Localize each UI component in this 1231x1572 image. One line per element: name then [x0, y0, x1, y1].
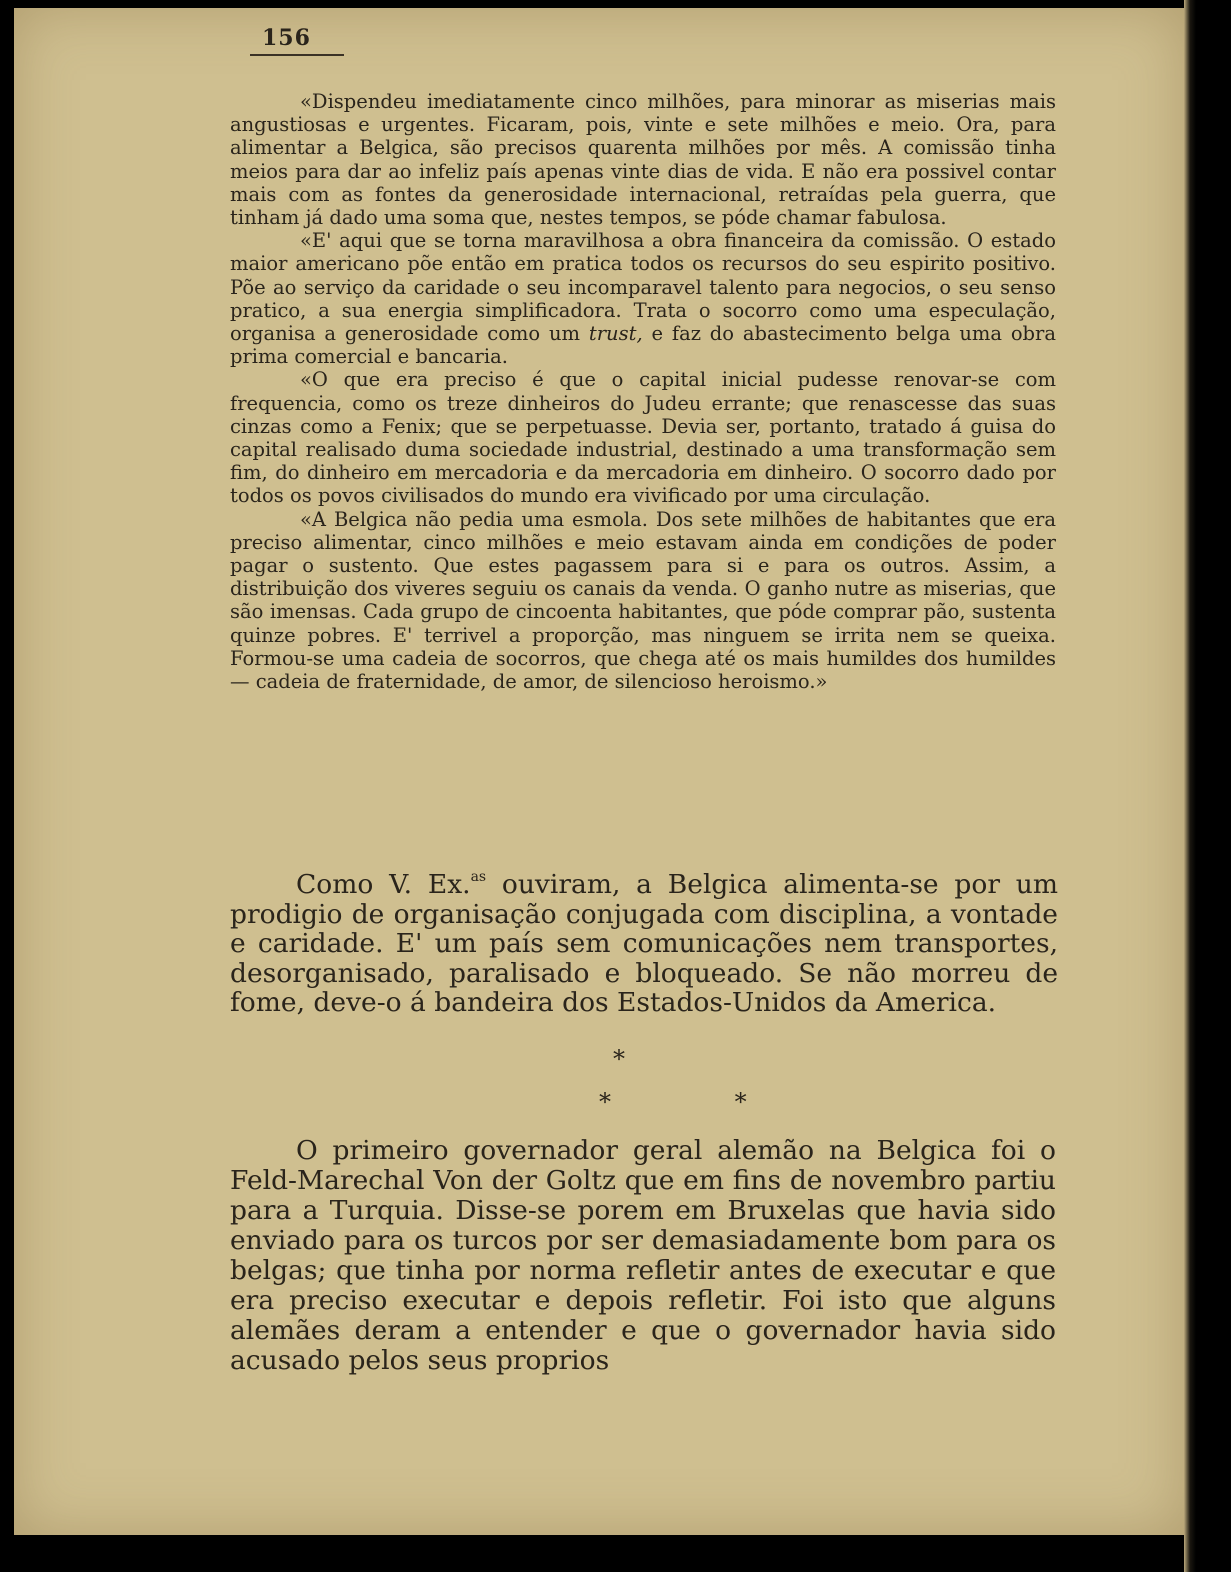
quoted-passage — [230, 90, 1056, 693]
body-paragraph-1-text — [230, 870, 1058, 1018]
quote-italic-term: trust, — [588, 322, 643, 346]
book-page — [14, 8, 1184, 1535]
quote-paragraph-1: «Dispendeu imediatamente cinco milhões, para minorar as miserias mais angustiosas e urgentes. Ficaram, pois, vinte e sete milhões e meio. Ora, para alimentar a Belgica, são precisos quarenta milhões por mês. A comissão tinha meios para dar ao infeliz país apenas vinte dias de vida. E não era possivel contar mais com as fontes da generosidade internacional, retraídas pela guerra, que tinham já dado uma soma que, nestes tempos, se póde chamar fabulosa. — [230, 90, 1056, 230]
asterism-top: * — [613, 1045, 625, 1073]
body-p1-superscript: as — [470, 869, 487, 885]
quote-paragraph-2-tail: e faz do abastecimento belga uma obra prima comercial e bancaria. — [230, 322, 1056, 369]
body-paragraph-2-text: O primeiro governador geral alemão na Belgica foi o Feld-Marechal Von der Goltz que em fins de novembro partiu para a Turquia. Disse-se porem em Bruxelas que havia sido enviado para os turcos por ser demasiadamente bom para os belgas; que tinha por norma refletir antes de executar e que era preciso executar e depois refletir. Foi isto que alguns alemães deram a entender e que o governador havia sido acusado pelos seus proprios — [230, 1135, 1056, 1376]
body-paragraph-1 — [230, 870, 1058, 1018]
quote-paragraph-3: «O que era preciso é que o capital inicial pudesse renovar-se com frequencia, como os treze dinheiros do Judeu errante; que renascesse das suas cinzas como a Fenix; que se perpetuasse. Devia ser, portanto, tratado á guisa do capital realisado duma sociedade industrial, destinado a uma transformação sem fim, do dinheiro em mercadoria e da mercadoria em dinheiro. O socorro dado por todos os povos civilisados do mundo era vivificado por uma circulação. — [230, 368, 1056, 508]
body-p1-rest: ouviram, a Belgica alimenta-se por um prodigio de organisação conjugada com disciplina, a vontade e caridade. E' um país sem comunicações nem transportes, desorganisado, paralisado e bloqueado. Se não morreu de fome, deve-o á bandeira dos Estados-Unidos da America. — [230, 869, 1058, 1019]
quote-paragraph-4: «A Belgica não pedia uma esmola. Dos sete milhões de habitantes que era preciso alimentar, cinco milhões e meio estavam ainda em condições de poder pagar o sustento. Que estes pagassem para si e para os outros. Assim, a distribuição dos viveres seguiu os canais da venda. O ganho nutre as miserias, que são imensas. Cada grupo de cincoenta habitantes, que póde comprar pão, sustenta quinze pobres. E' terrivel a proporção, mas ninguem se irrita nem se queixa. Formou-se uma cadeia de socorros, que chega até os mais humildes dos humildes — cadeia de fraternidade, de amor, de silencioso heroismo.» — [230, 507, 1056, 694]
body-p1-start: Como V. Ex. — [296, 869, 471, 900]
header-rule — [250, 54, 344, 56]
quote-paragraph-2 — [230, 229, 1056, 368]
body-paragraph-2 — [230, 1136, 1056, 1376]
page-number: 156 — [262, 25, 311, 51]
page-edge — [1184, 0, 1231, 1572]
asterism-row: * * — [599, 1088, 805, 1116]
quote-paragraph-2-text: «E' aqui que se torna maravilhosa a obra financeira da comissão. O estado maior americano põe então em pratica todos os recursos do seu espirito positivo. Põe ao serviço da caridade o seu incomparavel talento para negocios, o seu senso pratico, a sua energia simplificadora. Trata o socorro como uma especulação, organisa a generosidade como um — [230, 229, 1056, 346]
